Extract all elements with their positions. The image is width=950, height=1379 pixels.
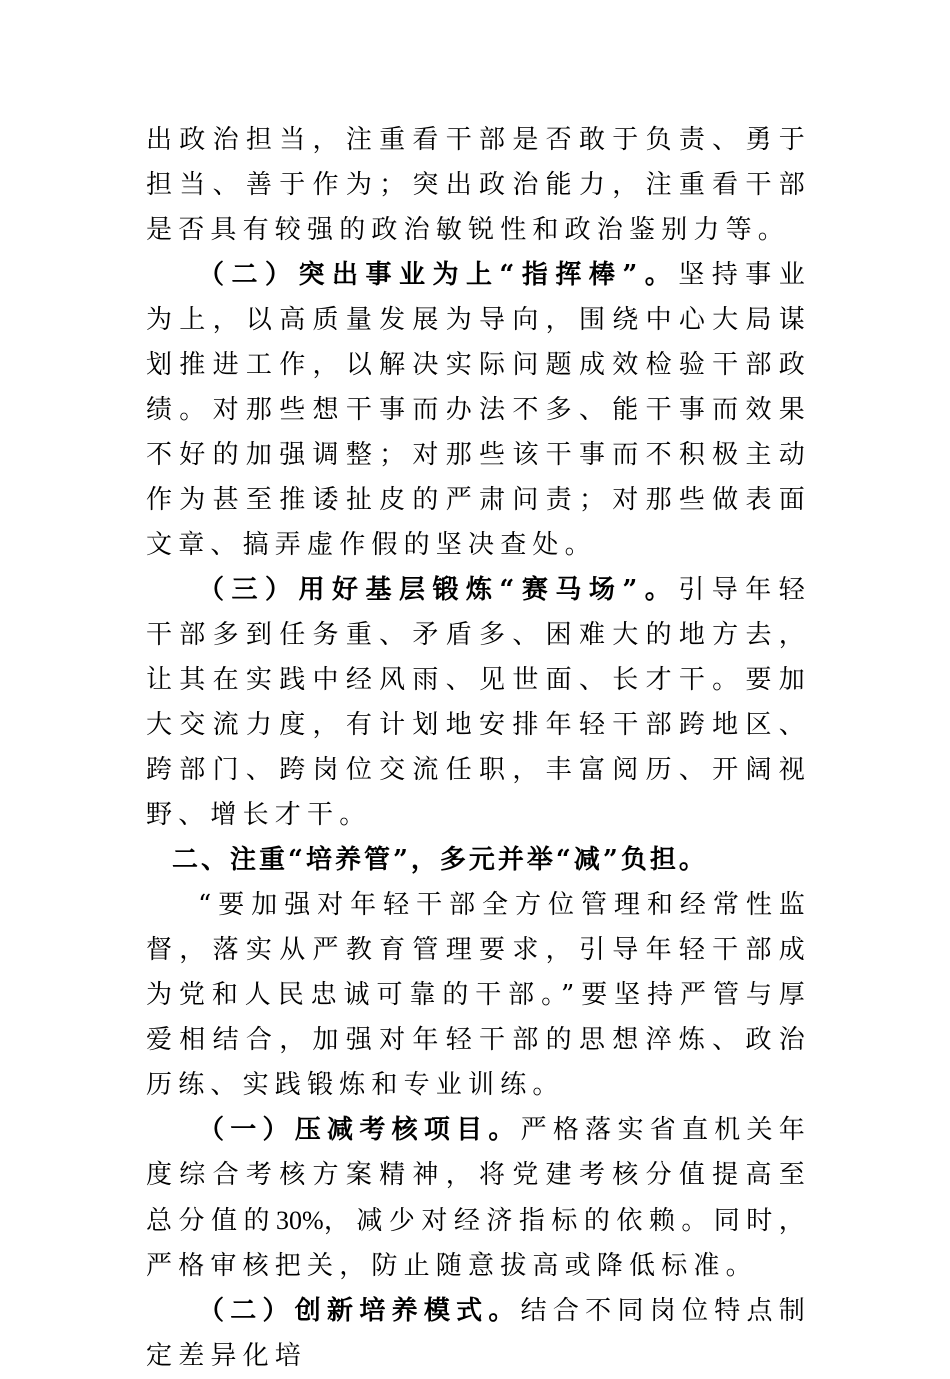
paragraph-reduce-assessment-body-a: 严格落实省直机关年度综合考核方案精神，将党建考核分值提高至总分值的 — [146, 1115, 811, 1236]
paragraph-innovate-training-body: 结合不同岗位特点制定差异化培 — [146, 1296, 811, 1371]
paragraph-grassroots-training-body: 引导年轻干部多到任务重、矛盾多、困难大的地方去，让其在实践中经风雨、见世面、长才干。要加大交流力度，有计划地安排年轻干部跨地区、跨部门、跨岗位交流任职，丰富阅历、开阔视野、增长才干。 — [146, 575, 811, 830]
paragraph-reduce-assessment — [146, 1108, 811, 1289]
paragraph-career-baton — [146, 253, 811, 568]
paragraph-grassroots-training — [146, 568, 811, 838]
section-heading-two: 二、注重“培养管”，多元并举“减”负担。 — [172, 845, 708, 875]
document-page — [146, 118, 811, 1379]
subheading-innovate-training: （二）创新培养模式。 — [198, 1296, 521, 1326]
percentage-value: 30% — [275, 1206, 324, 1235]
subheading-reduce-assessment: （一）压减考核项目。 — [198, 1115, 521, 1145]
paragraph-quote-management: “要加强对年轻干部全方位管理和经常性监督，落实从严教育管理要求，引导年轻干部成为党和人民忠诚可靠的干部。”要坚持严管与厚爱相结合，加强对年轻干部的思想淬炼、政治历练、实践锻炼和专业训练。 — [146, 890, 811, 1100]
paragraph-reduce-assessment-body-b: ，减少对经济指标的依赖。同时，严格审核把关，防止随意拔高或降低标准。 — [146, 1206, 811, 1281]
paragraph-career-baton-body: 坚持事业为上，以高质量发展为导向，围绕中心大局谋划推进工作，以解决实际问题成效检验干部政绩。对那些想干事而办法不多、能干事而效果不好的加强调整；对那些该干事而不积极主动作为甚至推诿扯皮的严肃问责；对那些做表面文章、搞弄虚作假的坚决查处。 — [146, 260, 811, 560]
paragraph-innovate-training — [146, 1289, 811, 1379]
subheading-career-baton: （二）突出事业为上“指挥棒”。 — [198, 260, 679, 290]
paragraph-political-standards: 出政治担当，注重看干部是否敢于负责、勇于担当、善于作为；突出政治能力，注重看干部是否具有较强的政治敏锐性和政治鉴别力等。 — [146, 125, 811, 245]
subheading-grassroots-training: （三）用好基层锻炼“赛马场”。 — [198, 575, 679, 605]
